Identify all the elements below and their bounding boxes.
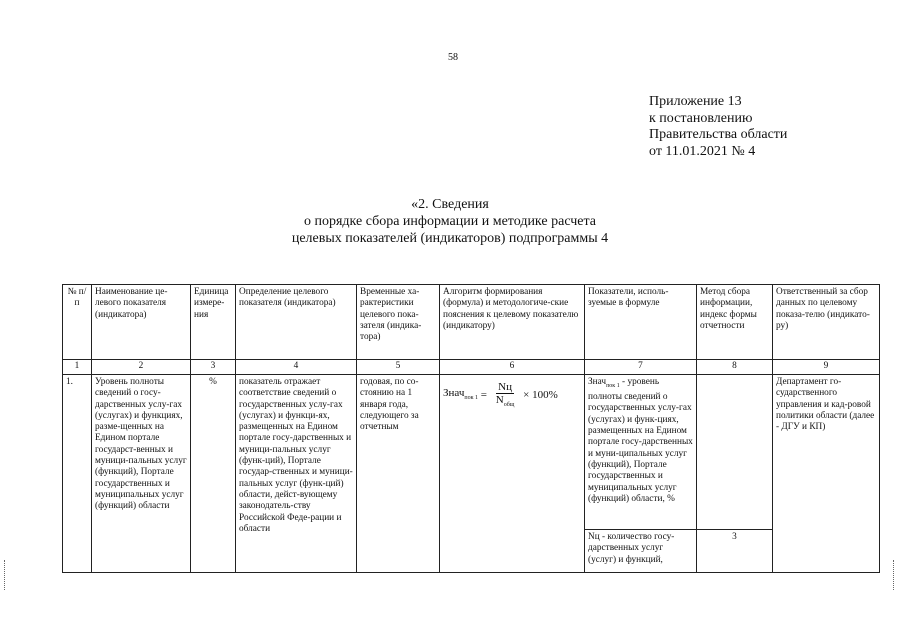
responsible-cell: Департамент го-сударственного управления и кад-ровой политики области (далее - ДГУ и КП) [773,375,880,573]
header-cell: Ответственный за сбор данных по целевому показа-телю (индикато-ру) [773,285,880,360]
header-cell: Показатели, исполь-зуемые в формуле [585,285,697,360]
formula-percent: 100% [532,389,558,402]
appendix-line: к постановлению [649,110,753,126]
formula-lhs [443,388,478,404]
table-header-row [63,285,880,360]
indicator-definition-cell: Nц - количество госу-дарственных услуг (услуг) и функций, [585,530,697,573]
formula [443,377,581,411]
header-cell: Временные ха-рактеристики целевого пока-зателя (индика-тора) [357,285,440,360]
row-number: 1. [63,375,92,573]
header-cell: № п/п [63,285,92,360]
column-number: 2 [92,360,191,375]
column-number: 6 [440,360,585,375]
header-cell: Метод сбора информации, индекс формы отчетности [697,285,773,360]
indicators-table [62,284,880,573]
appendix-line: Правительства области [649,127,788,142]
indicator-text: - уровень полноты сведений о государственных услу-гах (услугах) и функ-циях, размещенных на Едином портале госу-дарственных и муни-ципальных услуг (функций), Портале государственных и муниципальных услуг (функций) области, % [588,377,693,504]
indicator-name: Уровень полноты сведений о госу-дарственных услу-гах (услугах) и функциях, разме-щенных на Едином портале государст-венных и муници-пальных услуг (функций), Портале государственных и муниципальных услуг (функций) области [92,375,191,573]
indicator-definition-cell [585,375,697,530]
scan-edge-mark [4,560,8,590]
table-row [63,375,880,530]
column-number: 4 [236,360,357,375]
formula-lhs-symbol: Знач [443,386,465,399]
column-number: 8 [697,360,773,375]
column-number: 9 [773,360,880,375]
header-cell: Наименование це-левого показателя (индикатора) [92,285,191,360]
formula-denominator-symbol: N [495,394,504,406]
formula-lhs-subscript: пок 1 [464,395,479,402]
formula-denominator [494,394,517,411]
formula-denominator-subscript: общ [503,402,515,409]
appendix-note [649,94,787,160]
timing-cell: годовая, по со-стоянию на 1 января года, следующего за отчетным [357,375,440,573]
column-number-row [63,360,880,375]
title-line: целевых показателей (индикаторов) подпрограммы 4 [291,231,609,246]
scan-edge-mark [893,560,897,590]
formula-fraction [494,381,517,411]
method-cell [697,375,773,530]
title-line: «2. Сведения [411,197,489,212]
title-line: о порядке сбора информации и методике расчета [303,214,597,229]
column-number: 3 [191,360,236,375]
indicator-subscript: пок 1 [606,382,620,389]
formula-numerator: Nц [498,381,512,393]
document-title [240,196,660,247]
formula-cell [440,375,585,573]
unit-cell: % [191,375,236,573]
appendix-line: Приложение 13 [649,94,742,109]
header-cell: Единица измере-ния [191,285,236,360]
header-cell: Определение целевого показателя (индикатора) [236,285,357,360]
definition-cell: показатель отражает соответствие сведений о государственных услу-гах (услугах) и функци-ях, размещенных на Едином портале госу-дарственных и муници-пальных услуг (функ-ций), Портале государ-ственных и муници-пальных услуг (функ-ций) области, дейст-вующему законодатель-ству Российской Феде-рации и области [236,375,357,573]
method-cell: 3 [697,530,773,573]
appendix-line: от 11.01.2021 № 4 [649,143,756,159]
column-number: 7 [585,360,697,375]
page-number: 58 [448,52,458,63]
indicator-symbol: Знач [588,377,607,387]
formula-times: × [523,389,530,402]
header-cell: Алгоритм формирования (формула) и методологиче-ские пояснения к целевому показателю (индикатору) [440,285,585,360]
column-number: 1 [63,360,92,375]
column-number: 5 [357,360,440,375]
formula-equals: = [480,389,487,402]
